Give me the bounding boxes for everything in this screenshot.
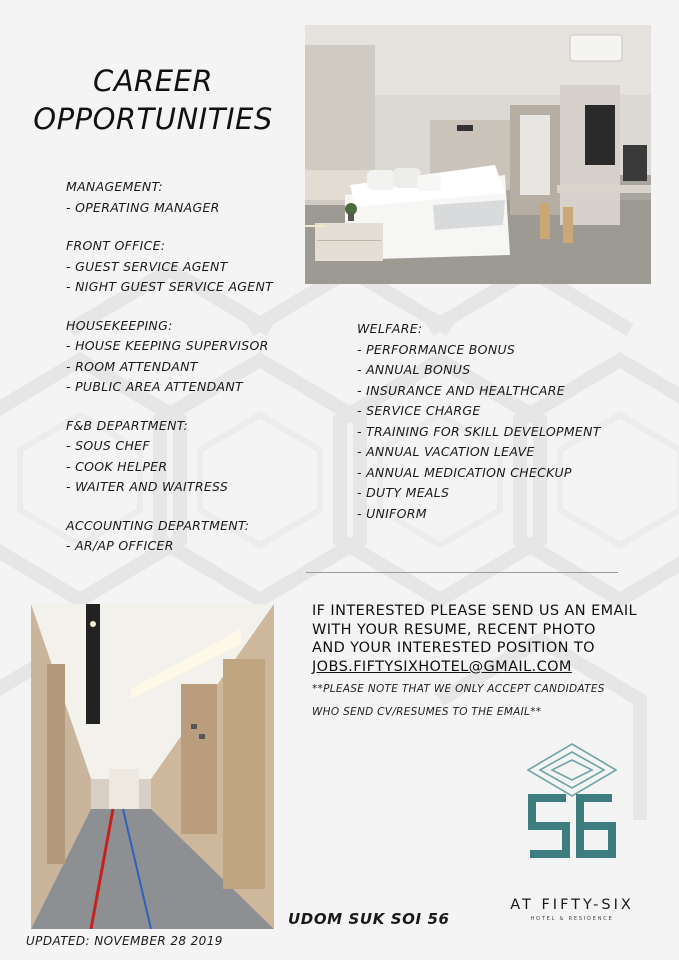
title-line-1: CAREER [92, 64, 214, 98]
position-item: - WAITER AND WAITRESS [66, 479, 229, 494]
divider-line [306, 572, 618, 573]
group-heading: ACCOUNTING DEPARTMENT: [66, 517, 250, 533]
brand-name: AT FIFTY-SIX [510, 897, 634, 913]
group-fb-department [66, 416, 306, 498]
welfare-item: - UNIFORM [357, 505, 427, 521]
welfare-item: - SERVICE CHARGE [357, 403, 481, 418]
welfare-item: - ANNUAL BONUS [357, 362, 471, 377]
brand-logo [522, 740, 622, 858]
position-item: - AR/AP OFFICER [66, 538, 174, 553]
group-heading: HOUSEKEEPING: [66, 317, 173, 333]
group-management [66, 177, 306, 218]
brand-wordmark [488, 897, 656, 922]
group-welfare [357, 319, 617, 524]
email-link[interactable]: JOBS.FIFTYSIXHOTEL@GMAIL.COM [312, 658, 572, 675]
welfare-item: - ANNUAL VACATION LEAVE [357, 444, 535, 459]
group-heading: MANAGEMENT: [66, 179, 163, 194]
group-front-office [66, 236, 306, 298]
welfare-item: - ANNUAL MEDICATION CHECKUP [357, 464, 572, 480]
page-title [18, 62, 288, 138]
position-item: - HOUSE KEEPING SUPERVISOR [66, 338, 269, 353]
brand-subtitle: HOTEL & RESIDENCE [530, 916, 614, 922]
group-housekeeping [66, 316, 306, 398]
apply-note-line-1: **PLEASE NOTE THAT WE ONLY ACCEPT CANDIDATES [312, 683, 605, 695]
welfare-item: - DUTY MEALS [357, 485, 450, 500]
welfare-item: - INSURANCE AND HEALTHCARE [357, 382, 565, 398]
position-item: - SOUS CHEF [66, 438, 150, 453]
welfare-item: - PERFORMANCE BONUS [357, 341, 516, 357]
position-item: - COOK HELPER [66, 458, 168, 474]
group-heading: F&B DEPARTMENT: [66, 417, 189, 433]
address: UDOM SUK SOI 56 [288, 910, 450, 928]
apply-line-3: AND YOUR INTERESTED POSITION TO [312, 640, 596, 656]
positions-list [66, 177, 306, 575]
updated-date: UPDATED: NOVEMBER 28 2019 [26, 934, 223, 948]
position-item: - OPERATING MANAGER [66, 199, 220, 215]
hallway-photo [31, 604, 274, 929]
bedroom-photo [305, 25, 651, 284]
apply-line-1: IF INTERESTED PLEASE SEND US AN EMAIL [312, 603, 638, 619]
position-item: - NIGHT GUEST SERVICE AGENT [66, 279, 274, 294]
title-line-2: OPPORTUNITIES [33, 102, 273, 136]
application-instructions [312, 602, 652, 722]
group-heading: WELFARE: [357, 321, 423, 336]
position-item: - ROOM ATTENDANT [66, 358, 198, 374]
welfare-item: - TRAINING FOR SKILL DEVELOPMENT [357, 423, 601, 439]
position-item: - PUBLIC AREA ATTENDANT [66, 379, 243, 394]
position-item: - GUEST SERVICE AGENT [66, 258, 228, 274]
group-heading: FRONT OFFICE: [66, 238, 166, 253]
apply-note-line-2: WHO SEND CV/RESUMES TO THE EMAIL** [312, 706, 542, 718]
welfare-list [357, 319, 617, 542]
apply-line-2: WITH YOUR RESUME, RECENT PHOTO [312, 621, 596, 638]
group-accounting [66, 516, 306, 557]
